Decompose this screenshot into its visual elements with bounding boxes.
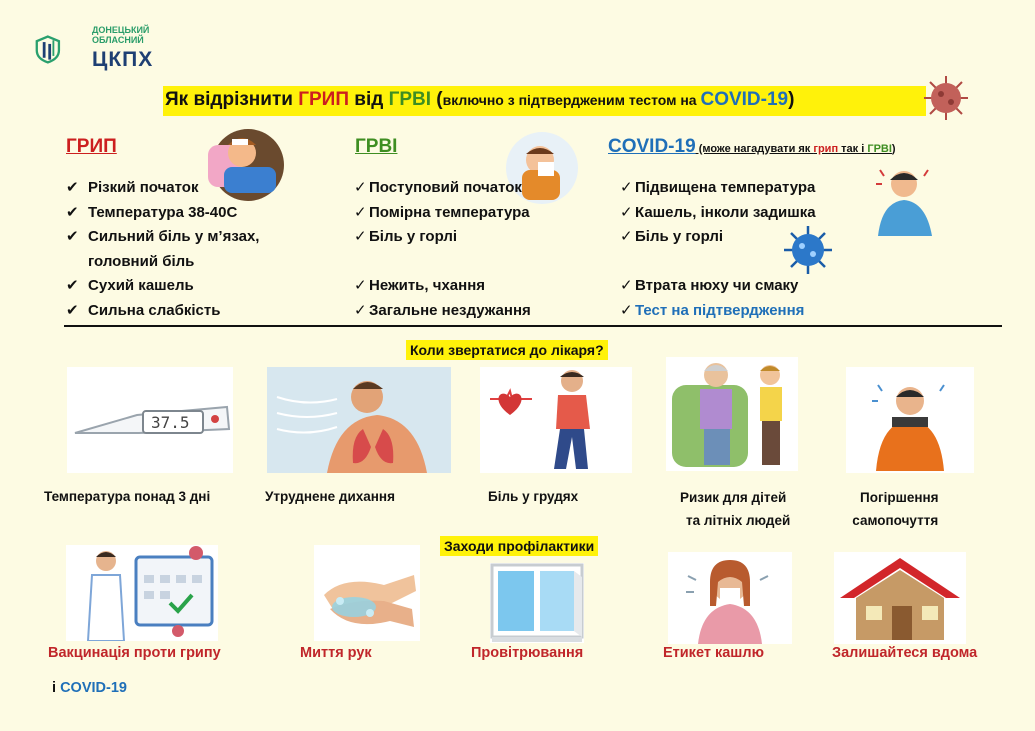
- list-item: ✓ Біль у горлі: [620, 225, 816, 250]
- window-illustration: [490, 563, 584, 643]
- list-item: [620, 250, 816, 275]
- caption-difficulty-breathing: Утруднене дихання: [265, 489, 395, 504]
- vaccination-illustration: [66, 545, 218, 641]
- check-icon: ✓: [354, 277, 367, 294]
- list-item: ✓ Підвищена температура: [620, 176, 816, 201]
- list-item: [354, 250, 531, 275]
- caption-high-temperature: Температура понад 3 дні: [44, 489, 211, 504]
- caption-feeling-worse: Погіршення самопочуття: [852, 490, 939, 528]
- list-item: ✓ Біль у горлі: [354, 225, 531, 250]
- check-icon: ✓: [354, 203, 367, 221]
- section-divider: [64, 325, 1002, 327]
- ari-symptom-list: [354, 176, 531, 323]
- hand-washing-illustration: [314, 545, 420, 641]
- covid-symptom-list: [620, 176, 816, 323]
- house-illustration: [834, 552, 966, 644]
- check-icon: ✔: [66, 301, 79, 319]
- flu-header: ГРИП: [66, 136, 117, 157]
- caption-chest-pain: Біль у грудях: [488, 489, 579, 504]
- caption-ventilation: Провітрювання: [471, 645, 584, 661]
- check-icon: ✓: [620, 203, 633, 221]
- check-icon: ✓: [620, 277, 633, 294]
- check-icon: ✓: [620, 228, 633, 245]
- ari-header: ГРВІ: [355, 136, 398, 157]
- prevention-title: Заходи профілактики: [440, 536, 598, 556]
- logo-org-name: ЦКПХ: [92, 48, 154, 71]
- flu-symptom-list: [66, 176, 259, 323]
- shield-logo-icon: [34, 18, 94, 80]
- logo-org-subtitle: ДОНЕЦЬКИЙ ОБЛАСНИЙ: [92, 25, 150, 45]
- virus-icon: [922, 74, 970, 122]
- list-item: ✔ Різкий початок: [66, 176, 259, 201]
- list-item: ✔ Сухий кашель: [66, 274, 259, 299]
- list-item: ✔ Сильний біль у м’язах,: [66, 225, 259, 250]
- list-item: ✓ Поступовий початок: [354, 176, 531, 201]
- list-item: ✓ Тест на підтвердження: [620, 299, 816, 324]
- list-item: ✓ Загальне нездужання: [354, 299, 531, 324]
- check-icon: ✔: [66, 277, 79, 294]
- caption-vaccination: Вакцинація проти грипу: [48, 645, 221, 661]
- check-icon: ✔: [66, 228, 79, 245]
- list-item: головний біль: [88, 252, 195, 270]
- covid-header: COVID-19 (може нагадувати як грип так і ГРВІ): [608, 136, 896, 157]
- list-item: ✓ Втрата нюху чи смаку: [620, 274, 816, 299]
- check-icon: ✔: [66, 179, 79, 196]
- list-item: ✓ Помірна температура: [354, 201, 531, 226]
- chest-pain-illustration: [480, 367, 632, 473]
- check-icon: ✓: [354, 179, 367, 196]
- check-icon: ✓: [354, 228, 367, 245]
- list-item: ✔ Сильна слабкість: [66, 299, 259, 324]
- list-item: ✔ Температура 38-40С: [66, 201, 259, 226]
- check-icon: ✓: [354, 301, 367, 319]
- caption-vaccination-covid: і COVID-19: [52, 680, 127, 696]
- caption-cough-etiquette: Етикет кашлю: [663, 645, 764, 661]
- list-item: ✓ Нежить, чхання: [354, 274, 531, 299]
- check-icon: ✔: [66, 203, 79, 221]
- list-item: ✓ Кашель, інколи задишка: [620, 201, 816, 226]
- check-icon: ✓: [620, 301, 633, 319]
- thermometer-reading: 37.5: [151, 413, 190, 432]
- caption-stay-home: Залишайтеся вдома: [832, 645, 978, 661]
- caption-risk-groups: Ризик для дітей та літніх людей: [679, 490, 791, 528]
- when-to-see-doctor-title: Коли звертатися до лікаря?: [406, 340, 608, 360]
- check-icon: ✓: [620, 179, 633, 196]
- caption-hand-washing: Миття рук: [300, 645, 372, 661]
- thermometer-illustration: [67, 367, 233, 473]
- elderly-and-child-illustration: [666, 357, 798, 471]
- feeling-worse-illustration: [846, 367, 974, 473]
- covid-patient-illustration: [852, 164, 950, 236]
- page-title: Як відрізнити ГРИП від ГРВІ (включно з підтвердженим тестом на COVID-19): [165, 89, 795, 110]
- breathing-illustration: [267, 367, 451, 473]
- cough-etiquette-illustration: [668, 552, 792, 644]
